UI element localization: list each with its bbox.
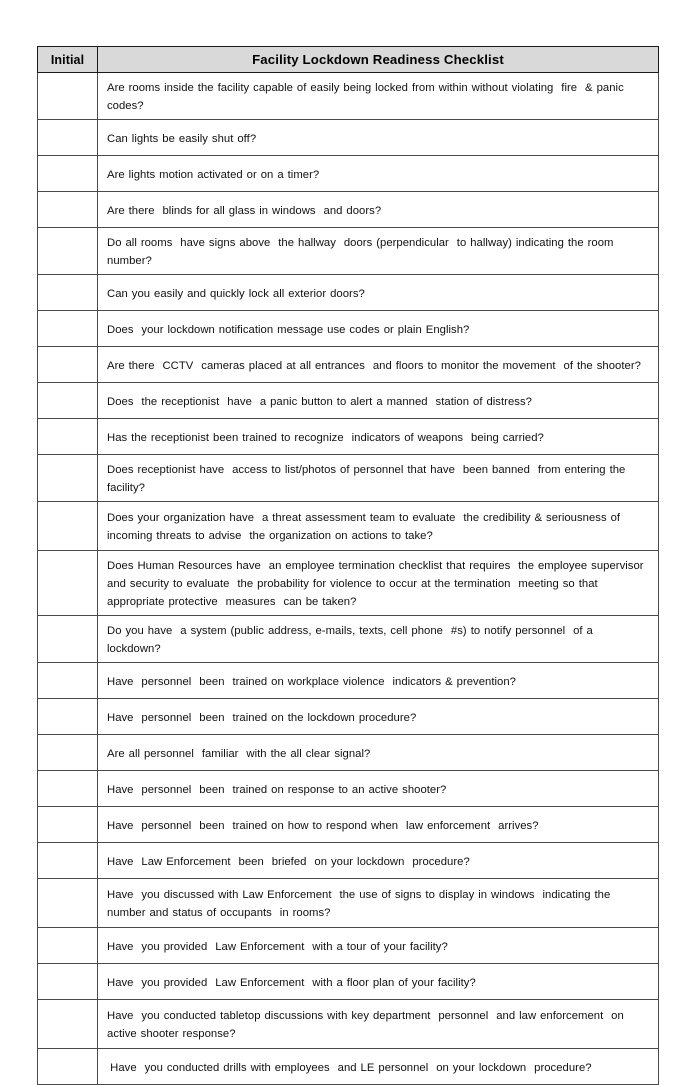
initial-input-cell[interactable] xyxy=(38,843,98,879)
table-row xyxy=(38,1000,659,1049)
table-row xyxy=(38,120,659,156)
checklist-item-cell xyxy=(98,964,659,1000)
table-row xyxy=(38,663,659,699)
initial-input-cell[interactable] xyxy=(38,120,98,156)
checklist-item-cell xyxy=(98,156,659,192)
checklist-item-cell xyxy=(98,192,659,228)
checklist-item-text: Are lights motion activated or on a timer? xyxy=(107,168,320,181)
checklist-item-text: Has the receptionist been trained to recognize indicators of weapons being carried? xyxy=(107,431,544,444)
checklist-item-cell xyxy=(98,735,659,771)
initial-input-cell[interactable] xyxy=(38,1000,98,1049)
checklist-item-text: Can you easily and quickly lock all exterior doors? xyxy=(107,287,365,300)
initial-input-cell[interactable] xyxy=(38,502,98,551)
table-row xyxy=(38,347,659,383)
initial-input-cell[interactable] xyxy=(38,735,98,771)
checklist-item-text: Have you provided Law Enforcement with a floor plan of your facility? xyxy=(107,976,476,989)
table-row xyxy=(38,843,659,879)
facility-lockdown-readiness-checklist-table xyxy=(37,46,659,1085)
table-row xyxy=(38,616,659,663)
table-row xyxy=(38,735,659,771)
checklist-item-text: Have personnel been trained on workplace violence indicators & prevention? xyxy=(107,675,516,688)
checklist-item-cell xyxy=(98,383,659,419)
checklist-item-cell xyxy=(98,616,659,663)
checklist-item-cell xyxy=(98,73,659,120)
checklist-item-text: Do you have a system (public address, e-mails, texts, cell phone #s) to notify personnel of a lockdown? xyxy=(107,625,597,655)
initial-input-cell[interactable] xyxy=(38,383,98,419)
initial-input-cell[interactable] xyxy=(38,419,98,455)
checklist-item-text: Are there CCTV cameras placed at all entrances and floors to monitor the movement of the shooter? xyxy=(107,359,641,372)
checklist-item-cell xyxy=(98,347,659,383)
checklist-item-text: Are rooms inside the facility capable of easily being locked from within without violating fire & panic codes? xyxy=(107,82,628,112)
checklist-item-cell xyxy=(98,699,659,735)
initial-input-cell[interactable] xyxy=(38,192,98,228)
checklist-item-cell xyxy=(98,455,659,502)
column-header-checklist-title: Facility Lockdown Readiness Checklist xyxy=(98,47,659,73)
table-row xyxy=(38,551,659,616)
initial-input-cell[interactable] xyxy=(38,879,98,928)
initial-input-cell[interactable] xyxy=(38,771,98,807)
checklist-item-text: Have personnel been trained on how to respond when law enforcement arrives? xyxy=(107,819,539,832)
table-body xyxy=(38,73,659,1085)
table-row xyxy=(38,192,659,228)
checklist-item-cell xyxy=(98,228,659,275)
table-row xyxy=(38,228,659,275)
checklist-item-text: Can lights be easily shut off? xyxy=(107,132,257,145)
initial-input-cell[interactable] xyxy=(38,275,98,311)
initial-input-cell[interactable] xyxy=(38,964,98,1000)
checklist-item-text: Have you discussed with Law Enforcement the use of signs to display in windows indicating the number and status of occupants in rooms? xyxy=(107,889,615,919)
initial-input-cell[interactable] xyxy=(38,616,98,663)
initial-input-cell[interactable] xyxy=(38,347,98,383)
table-row xyxy=(38,455,659,502)
checklist-item-text: Does the receptionist have a panic button to alert a manned station of distress? xyxy=(107,395,532,408)
checklist-item-text: Have Law Enforcement been briefed on your lockdown procedure? xyxy=(107,855,470,868)
initial-input-cell[interactable] xyxy=(38,807,98,843)
table-header xyxy=(38,47,659,73)
table-row xyxy=(38,964,659,1000)
checklist-item-text: Have personnel been trained on response to an active shooter? xyxy=(107,783,447,796)
table-row xyxy=(38,73,659,120)
checklist-item-cell xyxy=(98,275,659,311)
table-row xyxy=(38,1049,659,1085)
checklist-item-cell xyxy=(98,311,659,347)
table-row xyxy=(38,383,659,419)
table-row xyxy=(38,502,659,551)
checklist-item-cell xyxy=(98,502,659,551)
initial-input-cell[interactable] xyxy=(38,228,98,275)
checklist-item-cell xyxy=(98,843,659,879)
table-row xyxy=(38,311,659,347)
checklist-item-text: Does Human Resources have an employee termination checklist that requires the employee supervisor and security to evaluate the probability for violence to occur at the termination meeting so that appropriate protective measures can be taken? xyxy=(107,560,652,608)
checklist-item-text: Are there blinds for all glass in windows and doors? xyxy=(107,204,382,217)
checklist-item-cell xyxy=(98,928,659,964)
checklist-item-text: Does receptionist have access to list/photos of personnel that have been banned from entering the facility? xyxy=(107,464,630,494)
initial-input-cell[interactable] xyxy=(38,551,98,616)
checklist-table-container xyxy=(37,46,658,1085)
initial-input-cell[interactable] xyxy=(38,663,98,699)
checklist-item-cell xyxy=(98,419,659,455)
checklist-item-text: Are all personnel familiar with the all clear signal? xyxy=(107,747,371,760)
checklist-item-text: Does your lockdown notification message use codes or plain English? xyxy=(107,323,470,336)
checklist-item-cell xyxy=(98,807,659,843)
checklist-item-cell xyxy=(98,663,659,699)
table-row xyxy=(38,156,659,192)
initial-input-cell[interactable] xyxy=(38,311,98,347)
column-header-initial: Initial xyxy=(38,47,98,73)
table-row xyxy=(38,807,659,843)
table-header-row xyxy=(38,47,659,73)
checklist-item-cell xyxy=(98,879,659,928)
checklist-item-text: Do all rooms have signs above the hallway doors (perpendicular to hallway) indicating the room number? xyxy=(107,237,622,267)
checklist-item-text: Does your organization have a threat assessment team to evaluate the credibility & seriousness of incoming threats to advise the organization on actions to take? xyxy=(107,512,625,542)
checklist-item-cell xyxy=(98,1000,659,1049)
table-row xyxy=(38,928,659,964)
checklist-item-cell xyxy=(98,771,659,807)
initial-input-cell[interactable] xyxy=(38,1049,98,1085)
checklist-item-text: Have personnel been trained on the lockdown procedure? xyxy=(107,711,417,724)
initial-input-cell[interactable] xyxy=(38,928,98,964)
checklist-item-cell xyxy=(98,120,659,156)
table-row xyxy=(38,879,659,928)
table-row xyxy=(38,419,659,455)
checklist-item-text: Have you conducted tabletop discussions with key department personnel and law enforcement on active shooter response? xyxy=(107,1010,628,1040)
checklist-item-text: Have you provided Law Enforcement with a tour of your facility? xyxy=(107,940,448,953)
checklist-item-cell xyxy=(98,551,659,616)
table-row xyxy=(38,275,659,311)
table-row xyxy=(38,771,659,807)
initial-input-cell[interactable] xyxy=(38,156,98,192)
checklist-item-cell xyxy=(98,1049,659,1085)
initial-input-cell[interactable] xyxy=(38,699,98,735)
initial-input-cell[interactable] xyxy=(38,455,98,502)
initial-input-cell[interactable] xyxy=(38,73,98,120)
table-row xyxy=(38,699,659,735)
checklist-item-text: Have you conducted drills with employees and LE personnel on your lockdown procedure? xyxy=(107,1061,592,1074)
